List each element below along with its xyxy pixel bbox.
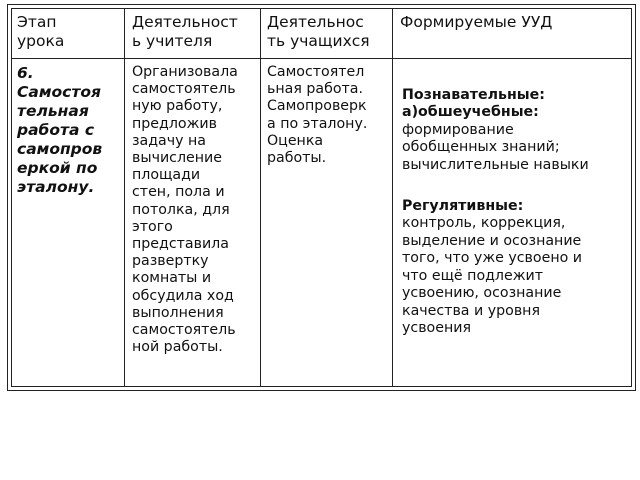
header-student-activity: Деятельнос ть учащихся xyxy=(267,13,370,50)
column-divider xyxy=(260,9,261,386)
uud-cognitive-block xyxy=(402,87,634,175)
header-row-divider xyxy=(12,58,631,59)
uud-regulative-text: контроль, коррекция, выделение и осознание того, что уже усвоено и что ещё подлежит усвоению, осознание качества и уровня усвоения xyxy=(402,215,583,336)
cell-student-activity: Самостоятел ьная работа. Самопроверк а по эталону. Оценка работы. xyxy=(267,64,368,167)
column-divider xyxy=(124,9,125,386)
uud-regulative-label: Регулятивные: xyxy=(402,197,524,214)
header-uud: Формируемые УУД xyxy=(400,13,553,31)
uud-cognitive-label: Познавательные: а)обшеучебные: xyxy=(402,86,545,120)
table-inner-border xyxy=(11,8,632,387)
cell-stage: 6. Самостоя тельная работа с самопров еркой по эталону. xyxy=(17,64,103,196)
uud-cognitive-text: формирование обобщенных знаний; вычислительные навыки xyxy=(402,121,589,173)
header-stage: Этап урока xyxy=(17,13,65,50)
cell-uud xyxy=(402,69,634,361)
column-divider xyxy=(392,9,393,386)
lesson-stage-table xyxy=(7,4,636,391)
uud-regulative-block xyxy=(402,198,634,338)
header-teacher-activity: Деятельност ь учителя xyxy=(132,13,238,50)
cell-teacher-activity: Организовала самостоятель ную работу, предложив задачу на вычисление площади стен, пола и потолка, для этого представила развертку комнаты и обсудила ход выполнения самостоятель ной работы. xyxy=(132,64,238,356)
